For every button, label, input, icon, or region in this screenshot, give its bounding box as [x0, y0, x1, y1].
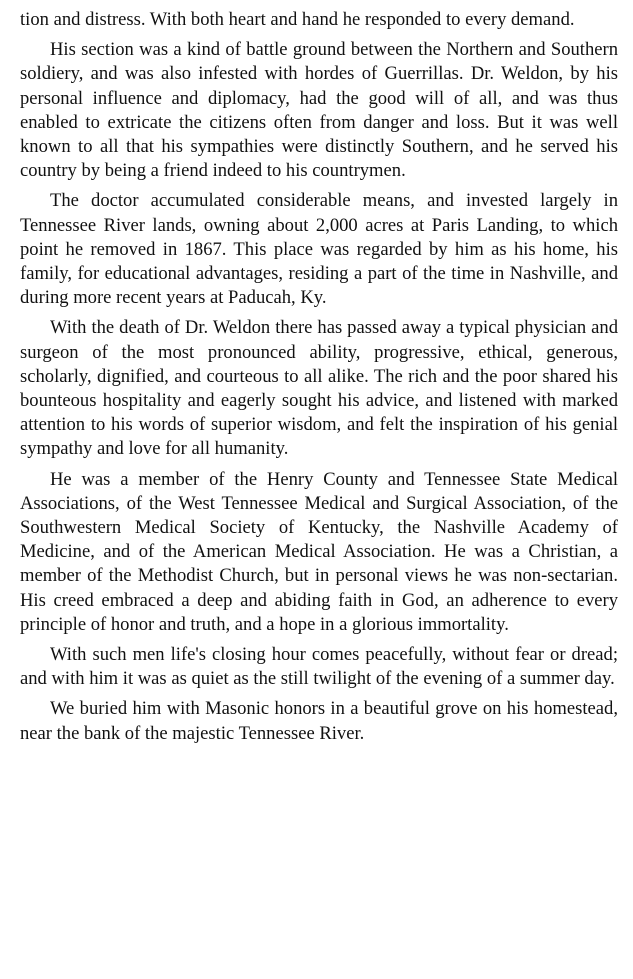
- paragraph-death: With the death of Dr. Weldon there has passed away a typical physician and surgeon of the most pronounced ability, progressive, ethical, generous, scholarly, dignified, and courteous to all alike. The rich and the poor shared his bounteous hospitality and eagerly sought his advice, and listened with marked attention to his words of superior wisdom, and felt the inspiration of his genial sympathy and love for all humanity.: [20, 317, 618, 460]
- document-page: [20, 8, 618, 752]
- paragraph-continuation: tion and distress. With both heart and hand he responded to every demand.: [20, 9, 575, 30]
- paragraph-means: The doctor accumulated considerable means, and invested largely in Tennessee River lands, owning about 2,000 acres at Paris Landing, to which point he removed in 1867. This place was regarded by him as his home, his family, for educational advantages, residing a part of the time in Nashville, and during more recent years at Paducah, Ky.: [20, 190, 618, 309]
- paragraph-memberships: He was a member of the Henry County and Tennessee State Medical Associations, of the West Tennessee Medical and Surgical Association, of the Southwestern Medical Society of Kentucky, the Nashville Academy of Medicine, and of the American Medical Association. He was a Christian, a member of the Methodist Church, but in personal views he was non-sectarian. His creed embraced a deep and abiding faith in God, an adherence to every principle of honor and truth, and a hope in a glorious immortality.: [20, 468, 618, 635]
- paragraph-burial: We buried him with Masonic honors in a beautiful grove on his homestead, near the bank of the majestic Tennessee River.: [20, 698, 618, 744]
- paragraph-closing-hour: With such men life's closing hour comes peacefully, without fear or dread; and with him it was as quiet as the still twilight of the evening of a summer day.: [20, 644, 618, 690]
- paragraph-section: His section was a kind of battle ground between the Northern and Southern soldiery, and was also infested with hordes of Guerrillas. Dr. Weldon, by his personal influence and diplomacy, had the good will of all, and was thus enabled to extricate the citizens often from danger and loss. But it was well known to all that his sympathies were distinctly Southern, and he served his country by being a friend indeed to his countrymen.: [20, 39, 618, 182]
